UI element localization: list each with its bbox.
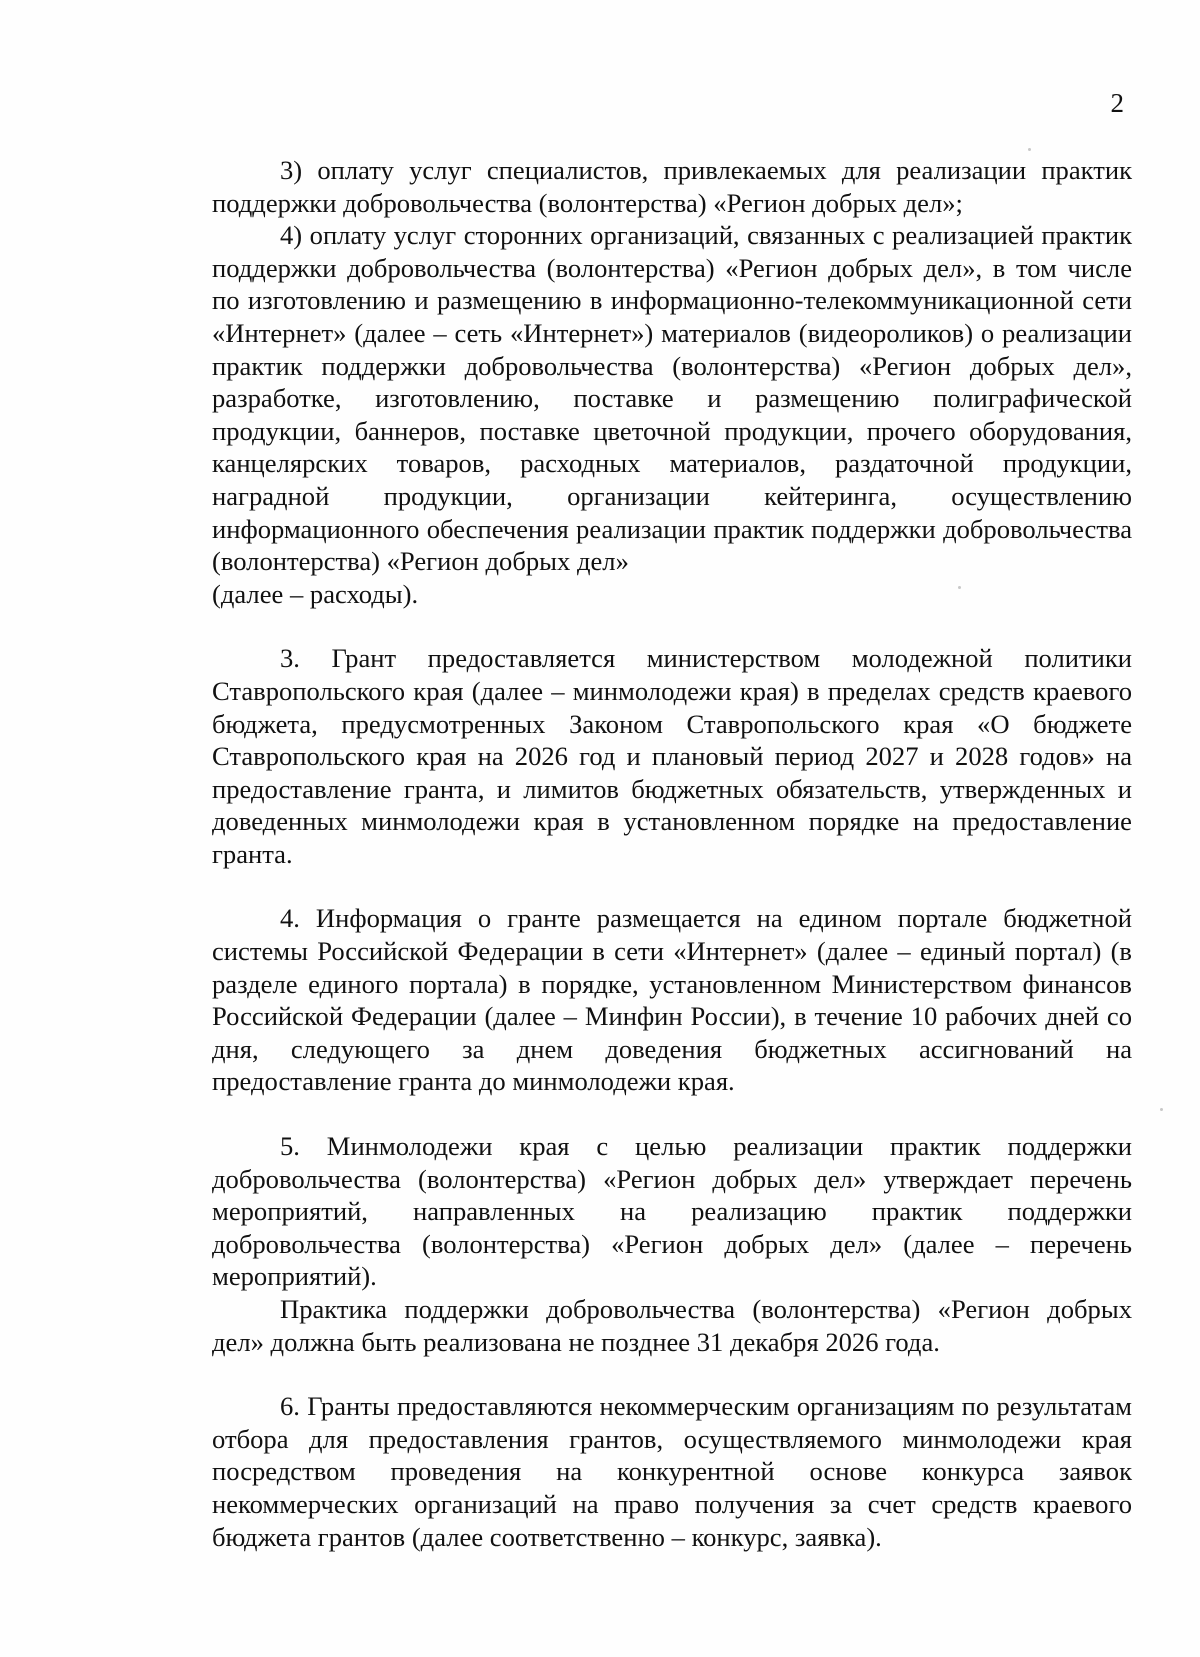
paragraph-section-4: 4. Информация о гранте размещается на едином портале бюджетной системы Российской Федерации в сети «Интернет» (далее – единый портал) (в разделе единого портала) в порядке, установленном Министерством финансов Российской Федерации (далее – Минфин России), в течение 10 рабочих дней со дня, следующего за днем доведения бюджетных ассигнований на предоставление гранта до минмолодежи края. xyxy=(212,903,1132,1097)
paragraph-section-6: 6. Гранты предоставляются некоммерческим организациям по результатам отбора для предоставления грантов, осуществляемого минмолодежи края посредством проведения на конкурентной основе конкурса заявок некоммерческих организаций на право получения за счет средств краевого бюджета грантов (далее соответственно – конкурс, заявка). xyxy=(212,1391,1132,1552)
paragraph-item-3: 3) оплату услуг специалистов, привлекаемых для реализации практик поддержки добровольчества (волонтерства) «Регион добрых дел»; xyxy=(212,155,1132,218)
page-number: 2 xyxy=(1110,88,1124,118)
paragraph-item-4: 4) оплату услуг сторонних организаций, связанных с реализацией практик поддержки добровольчества (волонтерства) «Регион добрых дел», в том числе по изготовлению и размещению в информационно-телекоммуникационной сети «Интернет» (далее – сеть «Интернет») материалов (видеороликов) о реализации практик поддержки добровольчества (волонтерства) «Регион добрых дел», разработке, изготовлению, поставке и размещению полиграфической продукции, баннеров, поставке цветочной продукции, прочего оборудования, канцелярских товаров, расходных материалов, раздаточной продукции, наградной продукции, организации кейтеринга, осуществлению информационного обеспечения реализации практик поддержки добровольчества (волонтерства) «Регион добрых дел» xyxy=(212,220,1132,577)
scan-speck xyxy=(1028,148,1031,151)
scan-speck xyxy=(1160,1108,1163,1111)
paragraph-section-5-practice: Практика поддержки добровольчества (волонтерства) «Регион добрых дел» должна быть реализована не позднее 31 декабря 2026 года. xyxy=(212,1294,1132,1357)
paragraph-gap xyxy=(212,1358,1132,1390)
paragraph-section-5: 5. Минмолодежи края с целью реализации практик поддержки добровольчества (волонтерства) «Регион добрых дел» утверждает перечень мероприятий, направленных на реализацию практик поддержки добровольчества (волонтерства) «Регион добрых дел» (далее – перечень мероприятий). xyxy=(212,1131,1132,1292)
paragraph-gap xyxy=(212,1098,1132,1130)
paragraph-section-3: 3. Грант предоставляется министерством молодежной политики Ставропольского края (далее – минмолодежи края) в пределах средств краевого бюджета, предусмотренных Законом Ставропольского края «О бюджете Ставропольского края на 2026 год и плановый период 2027 и 2028 годов» на предоставление гранта, и лимитов бюджетных обязательств, утвержденных и доведенных минмолодежи края в установленном порядке на предоставление гранта. xyxy=(212,643,1132,869)
paragraph-gap xyxy=(212,870,1132,902)
paragraph-gap xyxy=(212,610,1132,642)
scan-speck xyxy=(958,586,961,589)
document-body xyxy=(212,154,1132,1553)
paragraph-expenses-note: (далее – расходы). xyxy=(212,578,419,609)
